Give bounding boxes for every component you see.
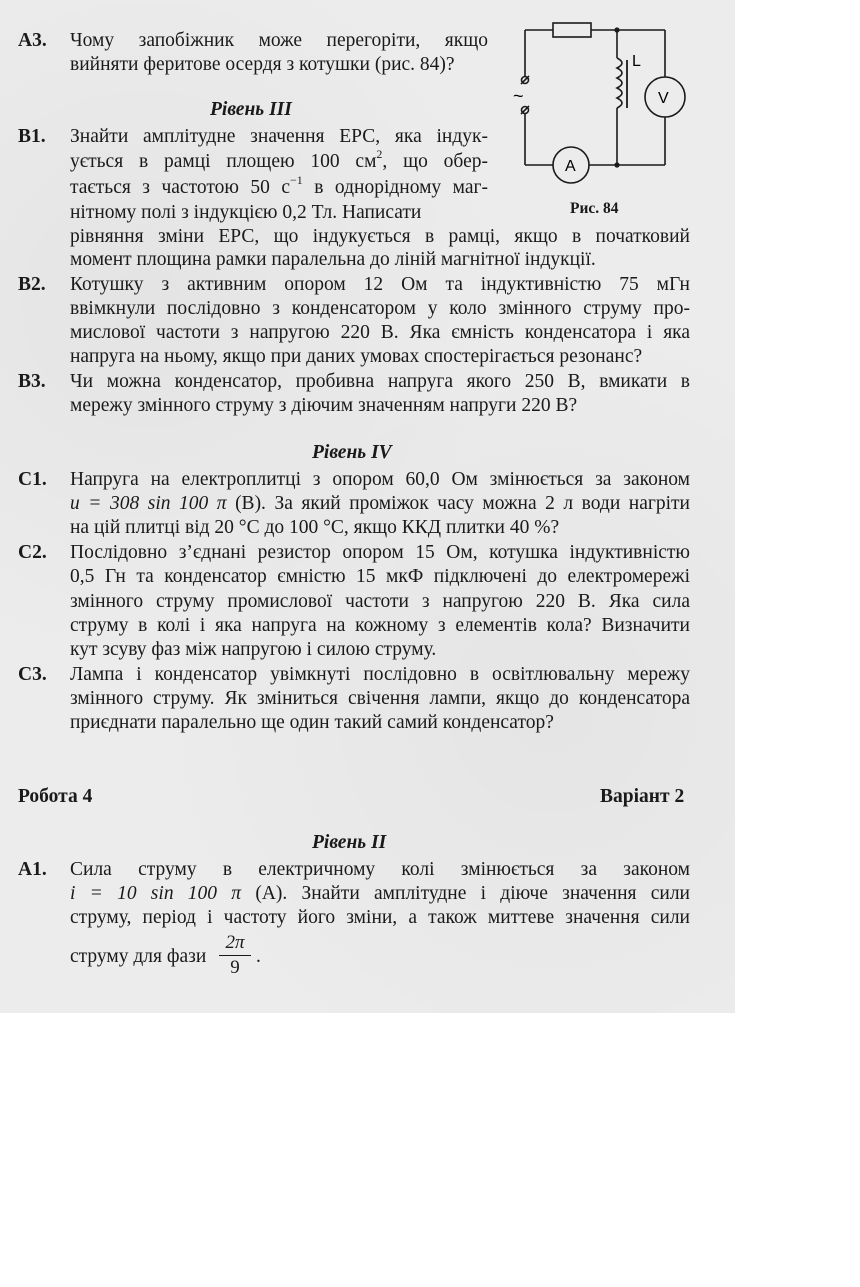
problem-c3-line-3: приєднати паралельно ще один такий самий конденсатор? bbox=[70, 712, 554, 733]
inductor-coil-icon bbox=[617, 58, 622, 108]
inductor-label: L bbox=[632, 53, 641, 70]
problem-b3-line-1: Чи можна конденсатор, пробивна напруга якого 250 В, вмикати в bbox=[70, 371, 690, 392]
fuse-icon bbox=[553, 23, 591, 37]
problem-b2-line-2: ввімкнули послідовно з конденсатором у коло змінного струму про- bbox=[70, 298, 690, 319]
problem-label-b2: В2. bbox=[18, 274, 46, 295]
problem-a1-line-2: i = 10 sin 100 π (А). Знайти амплітудне і діюче значення сили bbox=[70, 883, 690, 904]
problem-b2-line-1: Котушку з активним опором 12 Ом та індуктивністю 75 мГн bbox=[70, 274, 690, 295]
problem-b1-line-6: момент площина рамки паралельна до ліній магнітної індукції. bbox=[70, 249, 596, 270]
problem-b3-line-2: мережу змінного струму з діючим значенням напруги 220 В? bbox=[70, 395, 578, 416]
problem-c2-line-2: 0,5 Гн та конденсатор ємністю 15 мкФ підключені до електромережі bbox=[70, 566, 690, 587]
problem-label-b3: В3. bbox=[18, 371, 46, 392]
problem-c2-line-1: Послідовно з’єднані резистор опором 15 Ом, котушка індуктивністю bbox=[70, 542, 690, 563]
problem-a3-line-1: Чому запобіжник може перегоріти, якщо bbox=[70, 30, 488, 51]
problem-b1-line-3: тається з частотою 50 $с^{-1}$ в однорідному маг- bbox=[70, 172, 488, 198]
work-title: Робота 4 bbox=[18, 786, 93, 807]
ammeter-label: A bbox=[565, 158, 576, 175]
variant-title: Варіант 2 bbox=[600, 786, 685, 807]
problem-label-c3: С3. bbox=[18, 664, 47, 685]
problem-b1-line-2: ується в рамці площею 100 $см^2$, що обер- bbox=[70, 146, 488, 172]
problem-c3-line-2: змінного струму. Як зміниться свічення лампи, якщо до конденсатора bbox=[70, 688, 690, 709]
problem-label-b1: В1. bbox=[18, 126, 46, 147]
problem-label-c2: С2. bbox=[18, 542, 47, 563]
problem-a1-line-4: струму для фази bbox=[70, 946, 207, 967]
problem-c2-line-3: змінного струму промислової частоти з напругою 220 В. Яка сила bbox=[70, 591, 690, 612]
level-2-heading: Рівень II bbox=[312, 832, 387, 853]
problem-c1-line-3: на цій плитці від 20 °С до 100 °С, якщо ККД плитки 40 %? bbox=[70, 517, 560, 538]
problem-c1-line-2: u = 308 sin 100 π (В). За який проміжок часу можна 2 л води нагріти bbox=[70, 493, 690, 514]
junction-dot-icon bbox=[614, 27, 619, 32]
fraction-bar bbox=[219, 955, 251, 956]
level-3-heading: Рівень III bbox=[210, 99, 292, 120]
fraction-denominator: 9 bbox=[230, 957, 240, 978]
problem-a1-line-3: струму, період і частоту його зміни, а також миттеве значення сили bbox=[70, 907, 690, 928]
problem-b2-line-3: мислової частоти з напругою 220 В. Яка ємність конденсатора і яка bbox=[70, 322, 690, 343]
circuit-diagram-figure bbox=[505, 10, 705, 195]
figure-caption: Рис. 84 bbox=[570, 200, 619, 217]
ac-source-symbol: ~ bbox=[513, 86, 524, 106]
problem-b1-line-4: нітному полі з індукцією 0,2 Тл. Написати bbox=[70, 202, 422, 223]
problem-label-a3: А3. bbox=[18, 30, 47, 51]
problem-b2-line-4: напруга на ньому, якщо при даних умовах спостерігається резонанс? bbox=[70, 346, 643, 367]
voltmeter-label: V bbox=[658, 90, 669, 107]
problem-a3-line-2: вийняти феритове осердя з котушки (рис. 84)? bbox=[70, 54, 455, 75]
problem-b1-line-5: рівняння зміни ЕРС, що індукується в рамці, якщо в початковий bbox=[70, 226, 690, 247]
problem-c2-line-5: кут зсуву фаз між напругою і силою струму. bbox=[70, 639, 437, 660]
level-4-heading: Рівень IV bbox=[312, 442, 392, 463]
problem-c1-line-1: Напруга на електроплитці з опором 60,0 Ом змінюється за законом bbox=[70, 469, 690, 490]
problem-c3-line-1: Лампа і конденсатор увімкнуті послідовно в освітлювальну мережу bbox=[70, 664, 690, 685]
problem-c2-line-4: струму в колі і яка напруга на кожному з елементів кола? Визначити bbox=[70, 615, 690, 636]
problem-label-c1: С1. bbox=[18, 469, 47, 490]
problem-a1-line-1: Сила струму в електричному колі змінюється за законом bbox=[70, 859, 690, 880]
problem-a1-end-period: . bbox=[256, 946, 261, 967]
junction-dot-icon bbox=[614, 162, 619, 167]
problem-label-a1: А1. bbox=[18, 859, 47, 880]
phase-fraction bbox=[219, 932, 251, 979]
problem-b1-line-1: Знайти амплітудне значення ЕРС, яка індук- bbox=[70, 126, 488, 147]
fraction-numerator: 2π bbox=[225, 932, 245, 953]
